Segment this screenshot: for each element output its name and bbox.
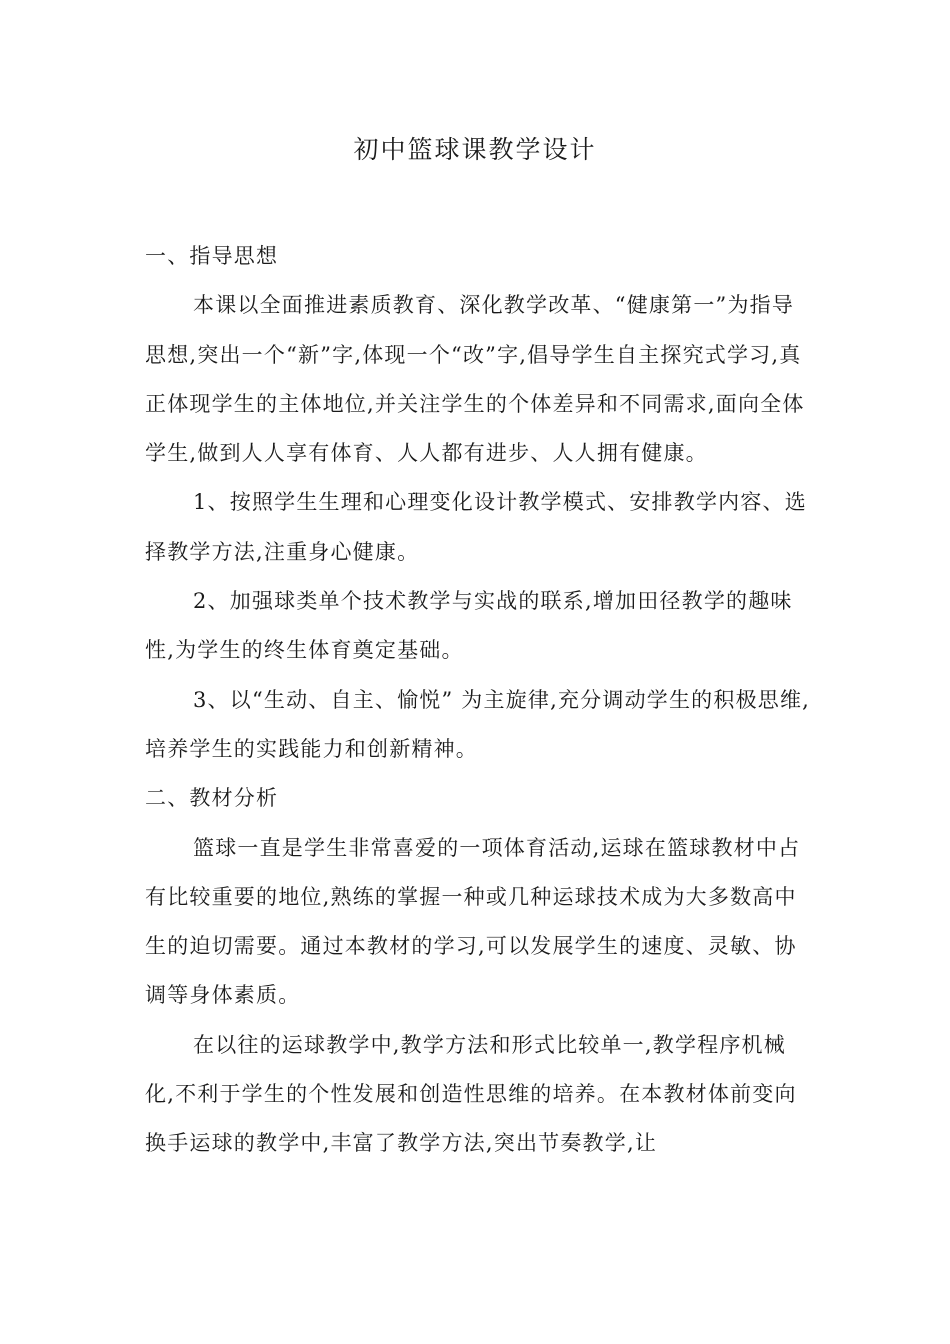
paragraph: 本课以全面推进素质教育、深化教学改革、“健康第一”为指导思想,突出一个“新”字,体现一个“改”字,倡导学生自主探究式学习,真正体现学生的主体地位,并关注学生的个体差异和不同需求,面向全体学生,做到人人享有体育、人人都有进步、人人拥有健康。 bbox=[145, 293, 805, 466]
paragraph: 3、以“生动、自主、愉悦” 为主旋律,充分调动学生的积极思维,培养学生的实践能力和创新精神。 bbox=[145, 687, 811, 761]
paragraph: 2、加强球类单个技术教学与实战的联系,增加田径教学的趣味性,为学生的终生体育奠定基础。 bbox=[145, 589, 793, 663]
section-heading-material-analysis: 二、教材分析 bbox=[145, 786, 279, 811]
document-body bbox=[145, 232, 815, 1169]
paragraph: 1、按照学生生理和心理变化设计教学模式、安排教学内容、选择教学方法,注重身心健康。 bbox=[145, 490, 807, 564]
paragraph: 在以往的运球教学中,教学方法和形式比较单一,教学程序机械化,不利于学生的个性发展和创造性思维的培养。在本教材体前变向换手运球的教学中,丰富了教学方法,突出节奏教学,让 bbox=[145, 1032, 797, 1156]
paragraph: 篮球一直是学生非常喜爱的一项体育活动,运球在篮球教材中占有比较重要的地位,熟练的掌握一种或几种运球技术成为大多数高中生的迫切需要。通过本教材的学习,可以发展学生的速度、灵敏、协调等身体素质。 bbox=[145, 835, 801, 1008]
section-heading-guiding-ideology: 一、指导思想 bbox=[145, 244, 279, 268]
document-title: 初中篮球课教学设计 bbox=[353, 135, 597, 164]
